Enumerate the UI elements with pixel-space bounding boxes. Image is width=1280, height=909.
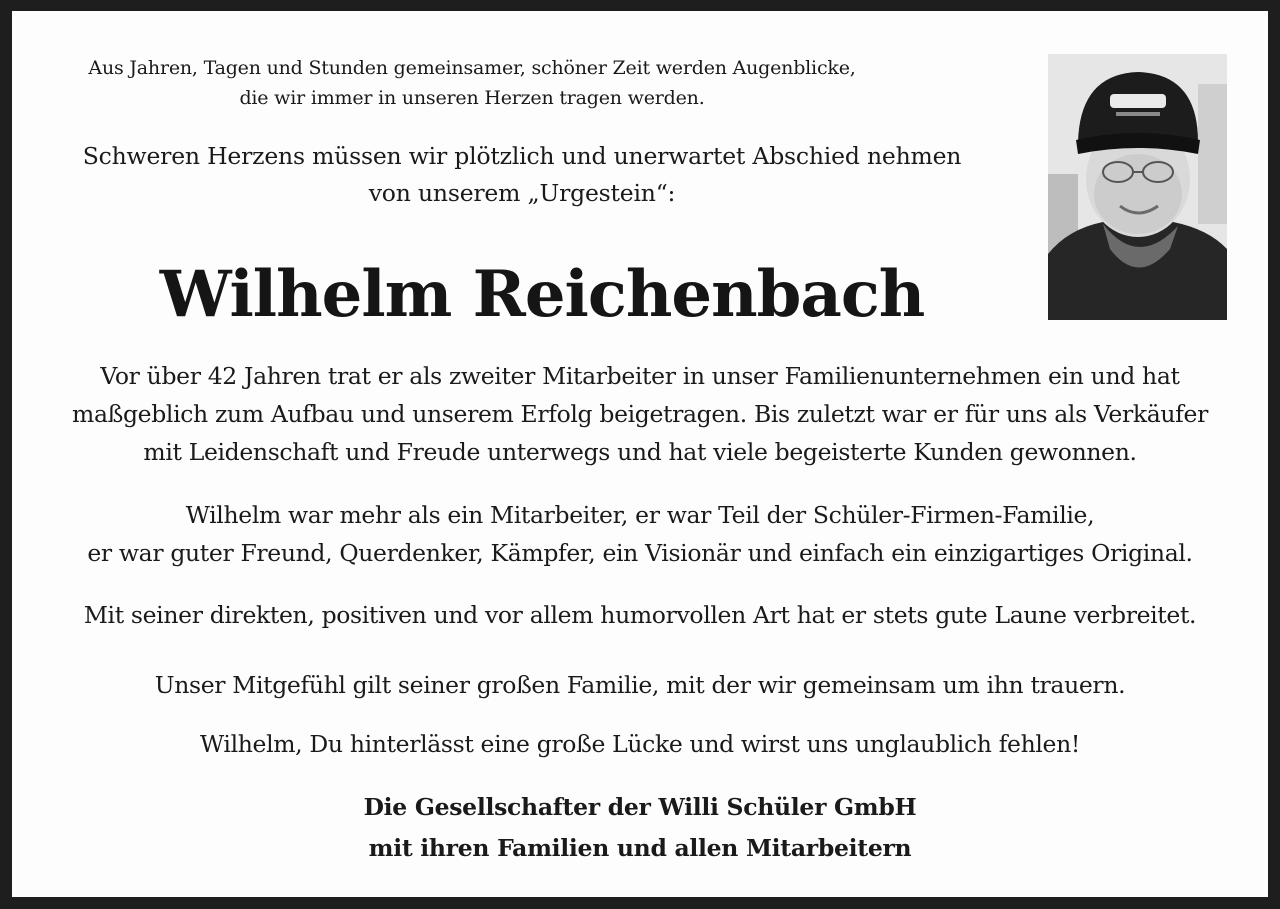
motto-line-1: Aus Jahren, Tagen und Stunden gemeinsamer, schöner Zeit werden Augenblicke, — [88, 57, 856, 79]
intro-line-2: von unserem „Urgestein“: — [368, 179, 676, 207]
paragraph-line: Wilhelm, Du hinterlässt eine große Lücke und wirst uns unglaublich fehlen! — [200, 730, 1080, 758]
paragraph-humor — [32, 596, 1248, 634]
intro-text — [32, 138, 1012, 212]
motto-quote — [72, 53, 872, 113]
signature-block — [32, 787, 1248, 869]
signature-line-2: mit ihren Familien und allen Mitarbeitern — [368, 834, 912, 862]
intro-line-1: Schweren Herzens müssen wir plötzlich und unerwartet Abschied nehmen — [82, 142, 962, 170]
obituary-notice — [12, 11, 1268, 897]
deceased-name: Wilhelm Reichenbach — [159, 257, 925, 332]
paragraph-line: mit Leidenschaft und Freude unterwegs und hat viele begeisterte Kunden gewonnen. — [143, 438, 1137, 466]
signature-line-1: Die Gesellschafter der Willi Schüler GmbH — [363, 793, 917, 821]
paragraph-character — [32, 496, 1248, 572]
paragraph-career — [32, 357, 1248, 471]
paragraph-farewell — [32, 725, 1248, 763]
paragraph-line: Vor über 42 Jahren trat er als zweiter Mitarbeiter in unser Familienunternehmen ein und hat — [100, 362, 1180, 390]
paragraph-condolence — [32, 666, 1248, 704]
portrait-photo — [1048, 54, 1227, 320]
paragraph-line: Mit seiner direkten, positiven und vor allem humorvollen Art hat er stets gute Laune verbreitet. — [83, 601, 1197, 629]
paragraph-line: Unser Mitgefühl gilt seiner großen Familie, mit der wir gemeinsam um ihn trauern. — [154, 671, 1126, 699]
paragraph-line: Wilhelm war mehr als ein Mitarbeiter, er war Teil der Schüler-Firmen-Familie, — [185, 501, 1095, 529]
portrait-illustration — [1048, 54, 1227, 320]
paragraph-line: er war guter Freund, Querdenker, Kämpfer, ein Visionär und einfach ein einzigartiges Original. — [87, 539, 1193, 567]
paragraph-line: maßgeblich zum Aufbau und unserem Erfolg beigetragen. Bis zuletzt war er für uns als Verkäufer — [72, 400, 1208, 428]
motto-line-2: die wir immer in unseren Herzen tragen werden. — [239, 87, 705, 109]
